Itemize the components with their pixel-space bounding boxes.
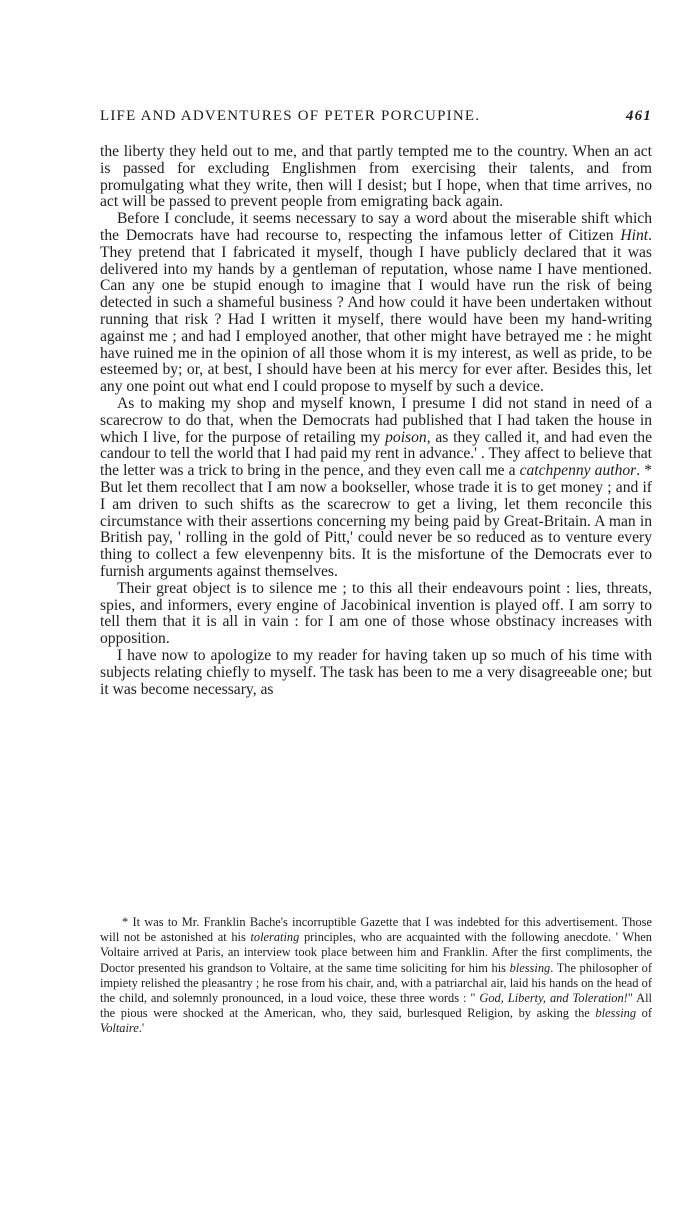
paragraph-2-italic-hint: Hint [620, 226, 649, 244]
paragraph-3-text-a: As to making my shop and myself known, I presume I did not stand in need of a scarecrow to do that, when the Democrats had published that I had taken the house in which I live, for the purpose of retailing my [100, 394, 652, 446]
footnote-text-e: . The philosopher of impiety relished the pleasantry ; he rose from his chair, and, with a patriarchal air, laid his hands on the head of the child, and solemnly pronounced, in a loud voice, these three words : " [100, 960, 652, 1006]
footnote-text-k: .' [138, 1021, 145, 1036]
page-number: 461 [625, 108, 652, 124]
footnote-italic-voltaire: Voltaire [100, 1021, 139, 1036]
footnote-text-i: of [636, 1006, 652, 1021]
footnote [100, 915, 652, 1037]
footnote-text-g: " All the pious were shocked at the American, who, they said, burlesqued Religion, by asking the [100, 991, 652, 1021]
main-text [100, 144, 652, 698]
footnote-text-c: principles, who are acquainted with the following anecdote. ' When Voltaire arrived at Paris, an interview took place between him and Franklin. After the first compliments, the Doctor presented his grandson to Voltaire, at the same time soliciting for him his [100, 930, 652, 975]
running-title: LIFE AND ADVENTURES OF PETER PORCUPINE. [100, 108, 481, 124]
paragraph-1-text: the liberty they held out to me, and that partly tempted me to the country. When an act is passed for excluding Englishmen from exercising their talents, and from promulgating what they write, then will I desist; but I hope, when that time arrives, no act will be passed to prevent people from emigrating back again. [100, 143, 652, 211]
paragraph-4-text: Their great object is to silence me ; to this all their endeavours point : lies, threats, spies, and informers, every engine of Jacobinical invention is played off. I am sorry to tell them that it is all in vain : for I am one of those whose obstinacy increases with opposition. [100, 579, 652, 648]
footnote-text-a: * It was to Mr. Franklin Bache's incorruptible Gazette that I was indebted for this advertisement. Those will not be astonished at his [100, 915, 652, 945]
footnote-italic-blessing: blessing [509, 960, 551, 975]
paragraph-3-italic-poison: poison [385, 428, 427, 446]
paragraph-3-italic-catchpenny: catchpenny author [519, 462, 637, 480]
paragraph-3-text-c: , as they called it, and had even the candour to tell the world that I had paid my rent in advance.' . They affect to believe that the letter was a trick to bring in the pence, and they even call me a [100, 428, 652, 480]
footnote-italic-god-liberty: God, Liberty, and Toleration! [479, 991, 628, 1006]
page-header [100, 108, 652, 134]
paragraph-3-text-e: . * But let them recollect that I am now a bookseller, whose trade it is to get money ; and if I am driven to such shifts as the scarecrow to get a living, let them reconcile this circumstance with their assertions concerning my being paid by Great-Britain. A man in British pay, ' rolling in the gold of Pitt,' could never be so reduced as to venture every thing to collect a few elevenpenny bits. It is the misfortune of the Democrats ever to furnish arguments against themselves. [100, 462, 652, 580]
footnote-italic-blessing-2: blessing [595, 1006, 637, 1021]
footnote-italic-tolerating: tolerating [250, 930, 300, 945]
paragraph-5 [100, 648, 652, 698]
paragraph-1 [100, 144, 652, 211]
paragraph-4 [100, 581, 652, 648]
paragraph-2-text-a: Before I conclude, it seems necessary to say a word about the miserable shift which the Democrats have had recourse to, respecting the infamous letter of Citizen [100, 210, 652, 244]
paragraph-5-text: I have now to apologize to my reader for having taken up so much of his time with subjects relating chiefly to myself. The task has been to me a very disagreeable one; but it was become necessary, as [100, 646, 652, 698]
footnote-paragraph [100, 915, 652, 1037]
paragraph-2 [100, 211, 652, 396]
paragraph-3 [100, 396, 652, 581]
paragraph-2-text-c: . They pretend that I fabricated it myself, though I have publicly declared that it was delivered into my hands by a gentleman of reputation, whose name I have mentioned. Can any one be stupid enough to imagine that I would have run the risk of being detected in such a shameful business ? And how could it have been undertaken without running that risk ? Had I written it myself, there would have been my hand-writing against me ; and had I employed another, that other might have betrayed me : he might have ruined me in the opinion of all those whom it is my interest, as well as pride, to be esteemed by; or, at best, I should have been at his mercy for ever after. Besides this, let any one point out what end I could propose to myself by such a device. [100, 226, 652, 396]
